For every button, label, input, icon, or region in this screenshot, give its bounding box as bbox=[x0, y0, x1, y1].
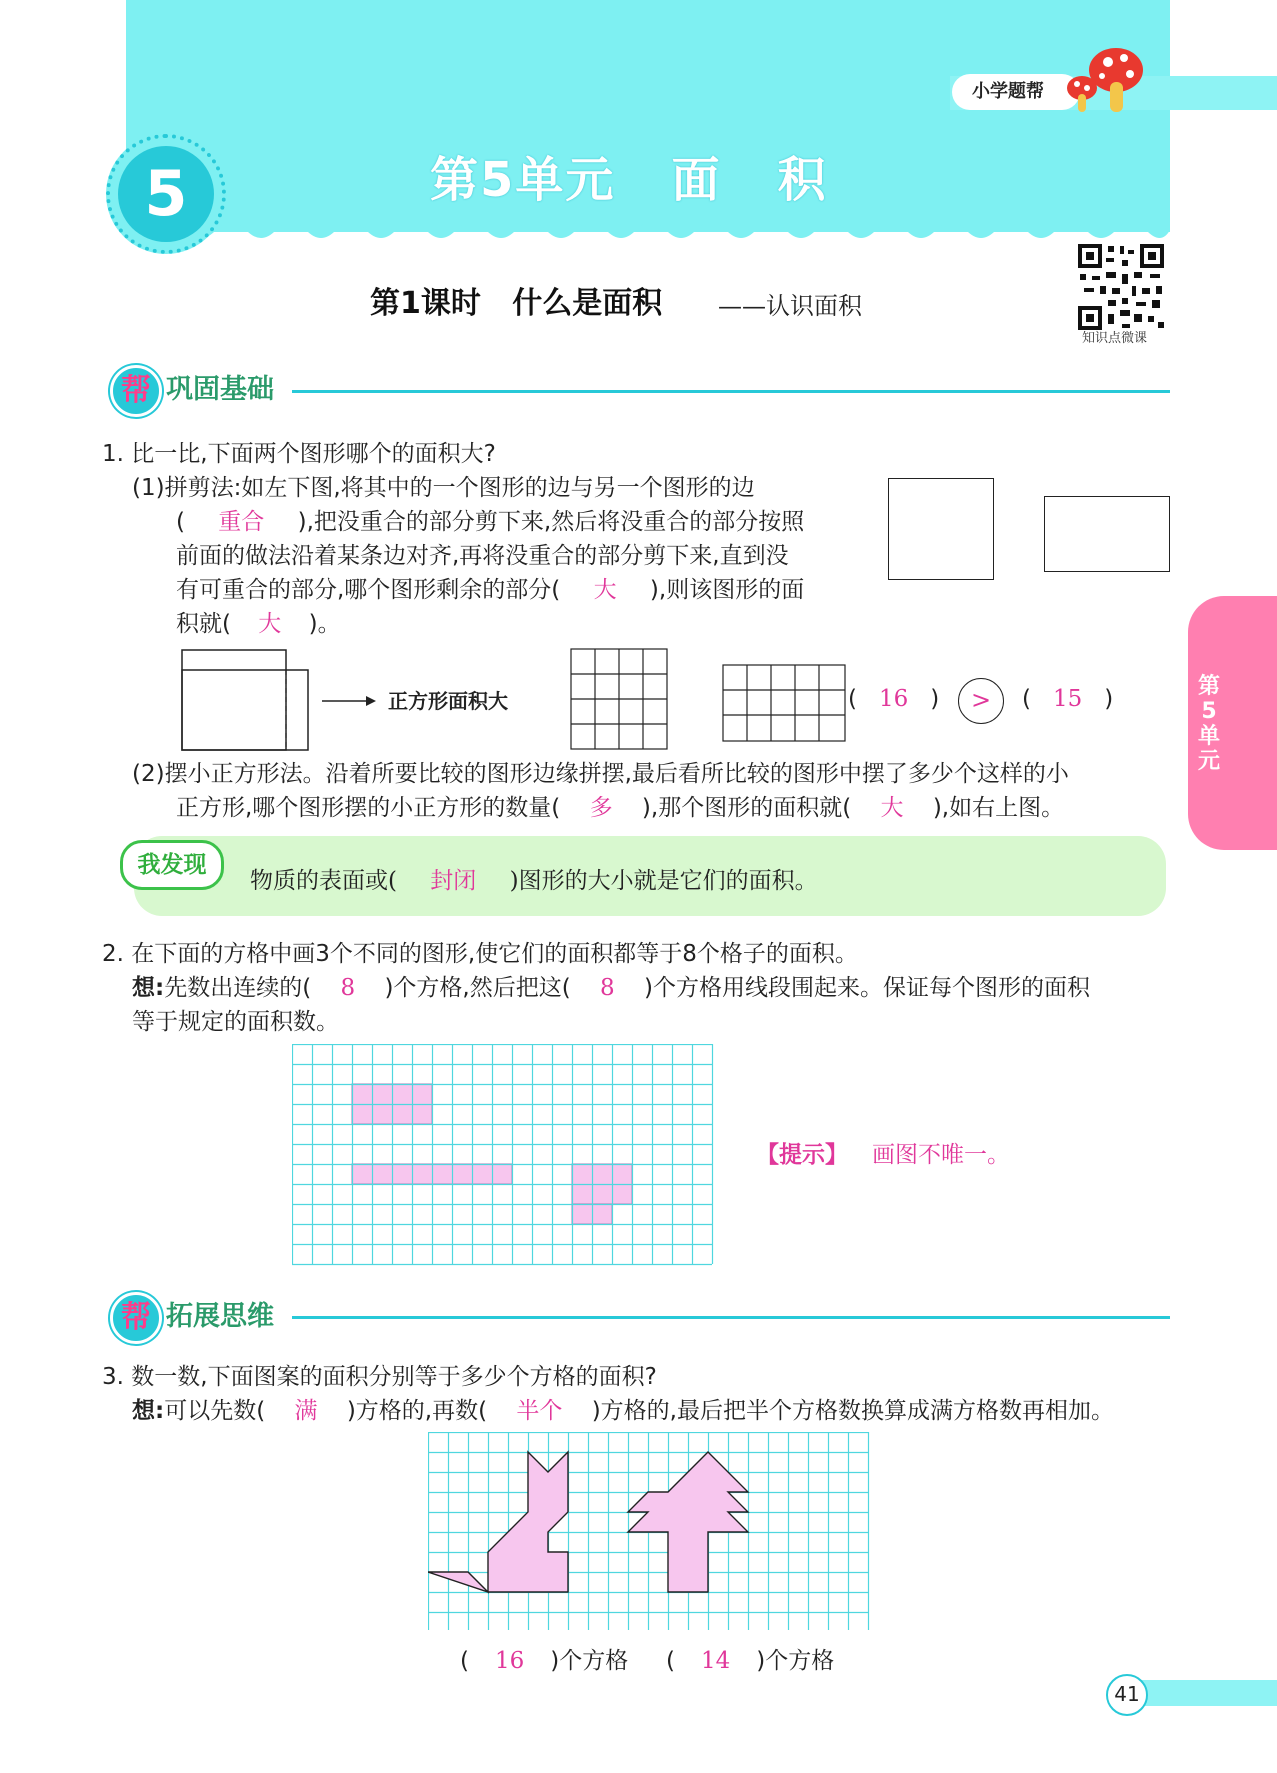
discover-text: 物质的表面或( 封闭 )图形的大小就是它们的面积。 bbox=[250, 868, 818, 894]
hint-text: 画图不唯一。 bbox=[872, 1142, 1010, 1168]
arrow-icon bbox=[322, 694, 378, 708]
section-extend-title: 拓展思维 bbox=[166, 1301, 274, 1332]
rect-grid-5x3 bbox=[722, 664, 848, 744]
qr-caption: 知识点微课 bbox=[1082, 331, 1148, 346]
answer-blank[interactable]: 重合 bbox=[218, 509, 265, 535]
hint-label: 【提示】 bbox=[756, 1142, 848, 1168]
answer-blank[interactable]: 8 bbox=[340, 975, 356, 1001]
tree-answer: ( 14 )个方格 bbox=[666, 1648, 835, 1674]
q3-stem: 3. 数一数,下面图案的面积分别等于多少个方格的面积? bbox=[102, 1364, 657, 1390]
arrow-label: 正方形面积大 bbox=[388, 689, 508, 713]
unit-badge-number: 5 bbox=[144, 157, 188, 230]
answer-blank[interactable]: 15 bbox=[1052, 686, 1083, 712]
answer-blank[interactable]: 大 bbox=[258, 611, 282, 637]
answer-blank[interactable]: 大 bbox=[880, 795, 904, 821]
q2-think-line2: 等于规定的面积数。 bbox=[132, 1009, 339, 1035]
q2-think: 想:先数出连续的( 8 )个方格,然后把这( 8 )个方格用线段围起来。保证每个图形的面积 bbox=[132, 975, 1090, 1001]
section-basic-rule bbox=[292, 390, 1170, 393]
rectangle-figure bbox=[1044, 496, 1170, 572]
qr-code[interactable] bbox=[1076, 242, 1166, 332]
compare-right: ( 15 ) bbox=[1022, 686, 1114, 712]
q1-part2-line1: (2)摆小正方形法。沿着所要比较的图形边缘拼摆,最后看所比较的图形中摆了多少个这样的小 bbox=[132, 761, 1069, 787]
section-extend-rule bbox=[292, 1316, 1170, 1319]
section-basic-icon: 帮 bbox=[110, 365, 162, 417]
discover-tag: 我发现 bbox=[120, 840, 224, 890]
page-number-strip bbox=[1130, 1680, 1277, 1706]
q1-part1-line3: 前面的做法沿着某条边对齐,再将没重合的部分剪下来,直到没 bbox=[176, 543, 789, 569]
answer-blank[interactable]: 16 bbox=[494, 1648, 525, 1674]
section-basic-title: 巩固基础 bbox=[166, 374, 274, 405]
unit-title: 第5单元 面 积 bbox=[430, 152, 828, 208]
q1-stem: 1. 比一比,下面两个图形哪个的面积大? bbox=[102, 441, 496, 467]
pattern-grid bbox=[428, 1432, 874, 1630]
section-extend-icon: 帮 bbox=[110, 1292, 162, 1344]
q1-part2-line2: 正方形,哪个图形摆的小正方形的数量( 多 ),那个图形的面积就( 大 ),如右上图。 bbox=[176, 795, 1065, 821]
q2-stem: 2. 在下面的方格中画3个不同的图形,使它们的面积都等于8个格子的面积。 bbox=[102, 941, 858, 967]
answer-blank[interactable]: 封闭 bbox=[430, 868, 477, 894]
overlap-diagram bbox=[180, 648, 312, 752]
q1-part1-line1: (1)拼剪法:如左下图,将其中的一个图形的边与另一个图形的边 bbox=[132, 475, 755, 501]
q1-part1-line5: 积就( 大 )。 bbox=[176, 611, 341, 637]
answer-blank[interactable]: 16 bbox=[878, 686, 909, 712]
answer-blank[interactable]: 多 bbox=[589, 795, 613, 821]
square-grid-4x4 bbox=[570, 648, 670, 752]
header-wave bbox=[126, 218, 1170, 248]
q1-part1-line2: ( 重合 ),把没重合的部分剪下来,然后将没重合的部分按照 bbox=[176, 509, 805, 535]
q1-part1-line4: 有可重合的部分,哪个图形剩余的部分( 大 ),则该图形的面 bbox=[176, 577, 805, 603]
answer-blank[interactable]: 14 bbox=[700, 1648, 731, 1674]
answer-blank[interactable]: 大 bbox=[593, 577, 617, 603]
square-figure bbox=[888, 478, 994, 580]
q3-think: 想:可以先数( 满 )方格的,再数( 半个 )方格的,最后把半个方格数换算成满方格数再相加。 bbox=[132, 1398, 1114, 1424]
lesson-title: 第1课时 什么是面积 bbox=[370, 286, 663, 321]
compare-sign[interactable]: > bbox=[970, 686, 992, 714]
cat-answer: ( 16 )个方格 bbox=[460, 1648, 629, 1674]
drawing-grid[interactable] bbox=[292, 1044, 716, 1268]
page-number: 41 bbox=[1114, 1682, 1140, 1706]
answer-blank[interactable]: 满 bbox=[294, 1398, 318, 1424]
mushroom-icon bbox=[1060, 44, 1150, 116]
brand-label: 小学题帮 bbox=[972, 81, 1044, 102]
compare-left: ( 16 ) bbox=[848, 686, 940, 712]
lesson-subtitle: ——认识面积 bbox=[718, 292, 862, 320]
answer-blank[interactable]: 8 bbox=[600, 975, 615, 1001]
answer-blank[interactable]: 半个 bbox=[516, 1398, 563, 1424]
unit-side-tab-label: 第5单元 bbox=[1197, 674, 1220, 774]
